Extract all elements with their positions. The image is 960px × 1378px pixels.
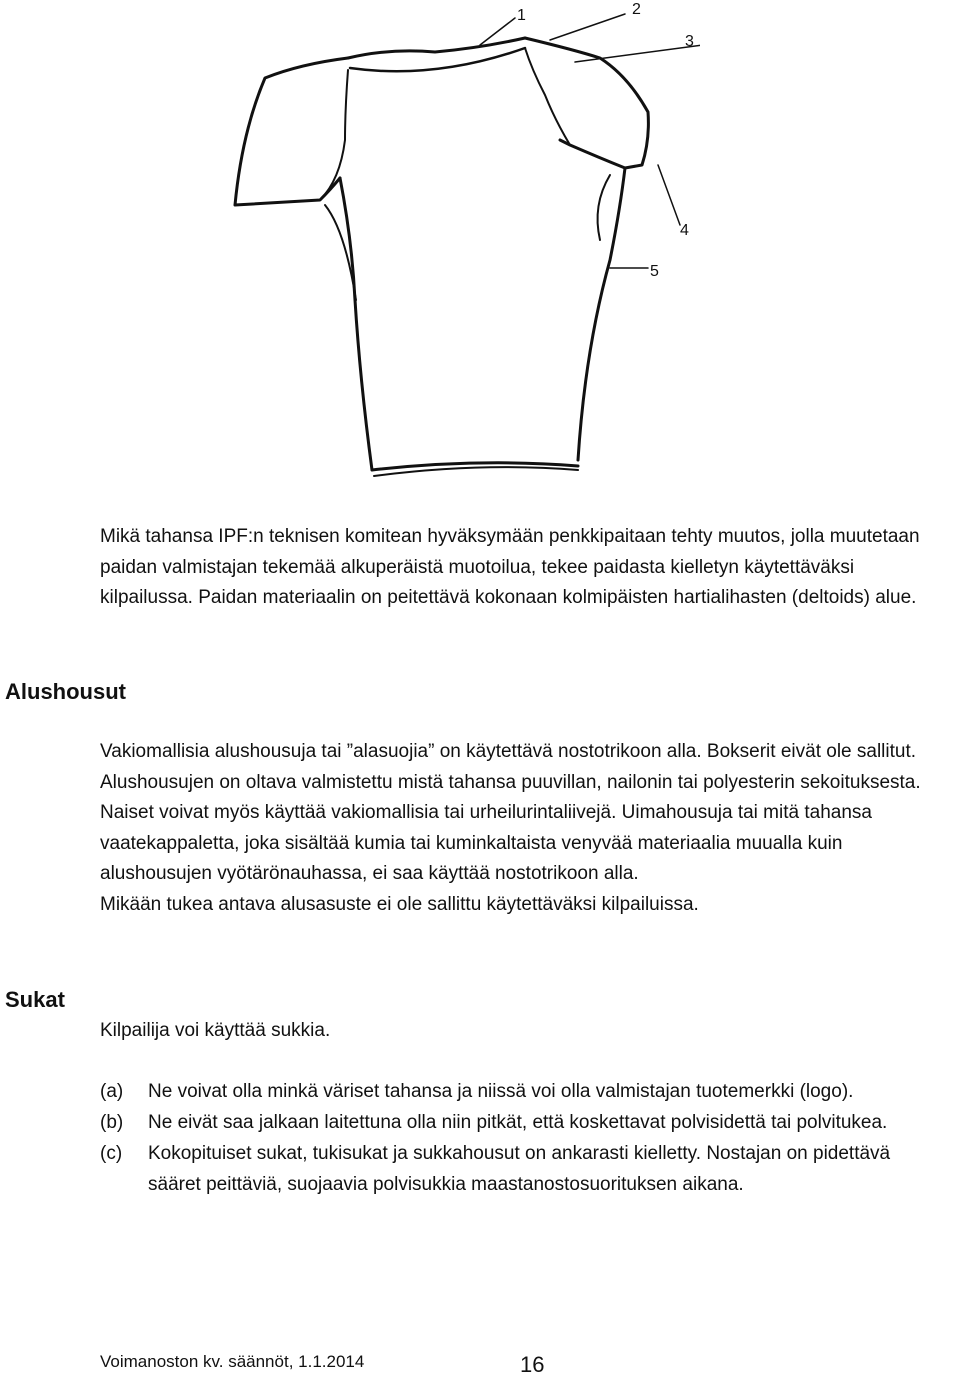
callout-line-4 — [658, 165, 680, 225]
shirt-right-side — [578, 168, 625, 460]
right-sleeve — [525, 38, 648, 168]
callout-label-4: 4 — [680, 222, 689, 239]
section-heading-sukat: Sukat — [5, 987, 65, 1012]
section-heading-alushousut: Alushousut — [5, 679, 126, 704]
list-item — [100, 1107, 945, 1138]
shirt-rule-text: Mikä tahansa IPF:n teknisen komitean hyväksymään penkkipaitaan tehty muutos, jolla muutetaan paidan valmistajan tekemää alkuperäistä muotoilua, tekee paidasta kielletyn käytettäväksi kilpailussa. Paidan materiaalin on peitettävä kokonaan kolmipäisten hartialihasten (deltoids) alue. — [100, 526, 920, 608]
alushousut-paragraph — [100, 737, 945, 920]
list-item — [100, 1076, 945, 1107]
footer-title: Voimanoston kv. säännöt, 1.1.2014 — [100, 1352, 365, 1371]
sukat-intro: Kilpailija voi käyttää sukkia. — [100, 1020, 331, 1041]
page-number: 16 — [520, 1352, 545, 1377]
left-sleeve-seam — [320, 70, 348, 200]
left-sleeve — [235, 58, 348, 205]
shirt-right-side-panel — [598, 175, 610, 240]
sukat-list — [100, 1076, 945, 1200]
list-item-text: Kokopituiset sukat, tukisukat ja sukkahousut on ankarasti kielletty. Nostajan on pidettävä sääret peittäviä, suojaavia polvisukkia maastanostosuorituksen aikana. — [148, 1143, 891, 1195]
callout-label-5: 5 — [650, 263, 659, 280]
shirt-left-side — [340, 178, 372, 470]
alushousut-text: Vakiomallisia alushousuja tai ”alasuojia” on käytettävä nostotrikoon alla. Bokserit eivät ole sallitut. Alushousujen on oltava valmistettu mistä tahansa puuvillan, nailonin tai polyesterin sekoituksesta. Naiset voivat myös käyttää vakiomallisia tai urheilurintaliivejä. Uimahousuja tai mitä tahansa vaatekappaletta, joka sisältää kumia tai kuminkaltaista venyvää materiaalia muualla kuin alushousujen vyötärönauhassa, ei saa käyttää nostotrikoon alla. — [100, 741, 921, 884]
shirt-drawing — [180, 0, 700, 490]
callout-label-3: 3 — [685, 33, 694, 50]
list-marker: (c) — [100, 1143, 123, 1164]
list-marker: (a) — [100, 1081, 124, 1102]
shirt-collar — [348, 38, 525, 58]
list-marker: (b) — [100, 1112, 124, 1133]
shirt-rule-paragraph — [100, 522, 945, 614]
callout-label-1: 1 — [517, 7, 526, 24]
list-item-text: Ne voivat olla minkä väriset tahansa ja niissä voi olla valmistajan tuotemerkki (logo). — [148, 1081, 854, 1102]
alushousut-text-2: Mikään tukea antava alusasuste ei ole sallittu käytettäväksi kilpailuissa. — [100, 893, 699, 915]
list-item — [100, 1138, 945, 1200]
callout-line-3 — [575, 44, 700, 62]
callout-line-2 — [550, 14, 625, 40]
list-item-text: Ne eivät saa jalkaan laitettuna olla niin pitkät, että koskettavat polvisidettä tai polvitukea. — [148, 1112, 888, 1133]
callout-label-2: 2 — [632, 1, 641, 18]
shirt-hem-inner — [374, 467, 578, 476]
shirt-diagram — [180, 0, 700, 490]
right-sleeve-seam — [525, 48, 570, 145]
